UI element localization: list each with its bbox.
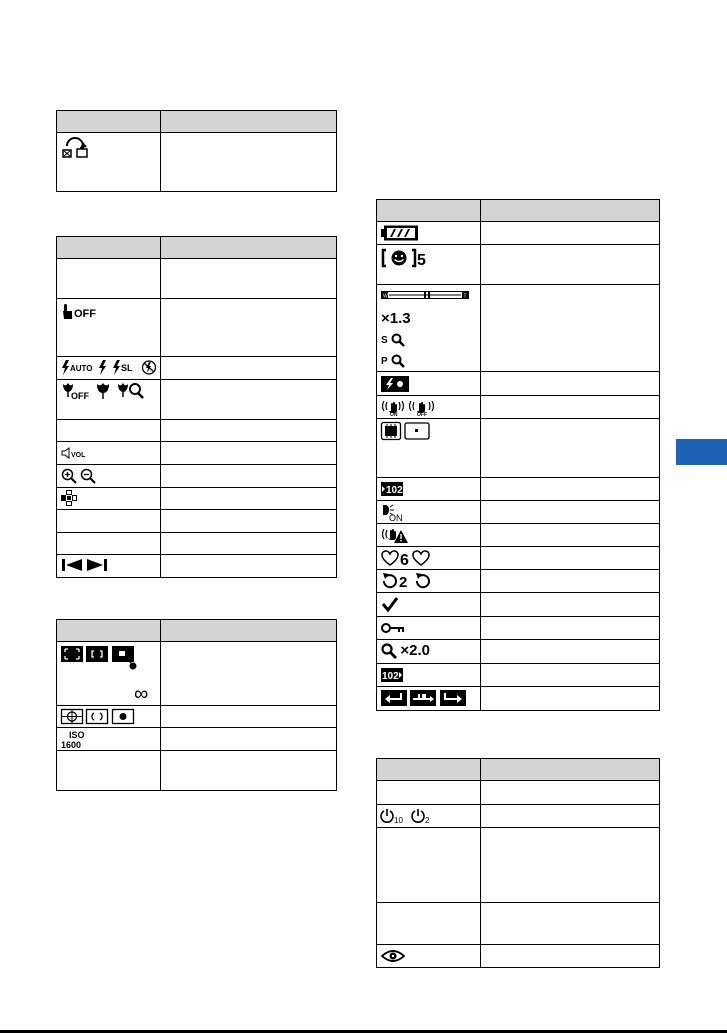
table-row	[57, 533, 337, 555]
magnifier-icon	[391, 354, 405, 368]
table-row	[57, 510, 337, 533]
table-status	[376, 199, 660, 711]
indication-cell	[481, 664, 660, 687]
section-tab-marker	[676, 439, 727, 465]
symbol-cell	[57, 728, 161, 751]
pictbridge-connecting-icon	[61, 137, 95, 159]
symbol-cell	[377, 593, 481, 617]
table-row	[57, 357, 337, 380]
symbol-cell	[377, 570, 481, 593]
protect-key-icon	[381, 622, 405, 634]
symbol-cell	[377, 524, 481, 547]
table-row	[57, 259, 337, 299]
indication-cell	[161, 357, 337, 380]
table-row	[377, 640, 660, 664]
symbol-cell	[57, 642, 161, 706]
table-row	[57, 442, 337, 465]
volume-label: VOL	[71, 452, 86, 459]
table-row	[377, 245, 660, 285]
table-settings-1	[56, 236, 337, 578]
zoom-in-icon	[61, 468, 77, 484]
indication-cell	[161, 555, 337, 578]
zoom-bar-t: T	[463, 293, 467, 300]
smart-zoom-icon	[381, 330, 480, 350]
table-row	[377, 524, 660, 547]
table-row	[377, 419, 660, 478]
table-header	[57, 620, 337, 642]
playback-zoom-icon: ×2.0	[400, 642, 430, 659]
flash-slow-sync-icon	[112, 360, 138, 375]
symbol-cell	[377, 828, 481, 903]
indication-cell	[161, 259, 337, 299]
symbol-cell	[57, 442, 161, 465]
indication-cell	[161, 380, 337, 420]
af-spot-icon	[112, 646, 138, 672]
svg-text:OFF: OFF	[71, 391, 89, 401]
indication-cell	[161, 299, 337, 357]
table-row	[377, 781, 660, 805]
table-row	[377, 593, 660, 617]
header-display	[57, 620, 161, 642]
iso-icon	[61, 728, 160, 750]
symbol-cell	[57, 133, 161, 192]
zoom-bar-icon	[381, 291, 469, 299]
header-display	[377, 759, 481, 781]
svg-text:SL: SL	[120, 363, 133, 373]
indication-cell	[161, 133, 337, 192]
indication-cell	[481, 501, 660, 524]
indication-cell	[481, 617, 660, 640]
symbol-cell	[377, 372, 481, 396]
control-button-icon	[61, 490, 77, 506]
indication-cell	[161, 642, 337, 706]
indication-cell	[481, 805, 660, 828]
table-row	[377, 805, 660, 828]
indication-cell	[161, 533, 337, 555]
flash-auto-icon	[61, 360, 95, 375]
af-center-icon	[86, 646, 108, 662]
symbol-cell	[377, 805, 481, 828]
indication-cell	[481, 285, 660, 372]
indication-cell	[481, 524, 660, 547]
symbol-cell	[57, 420, 161, 442]
self-timer-10-label: 10	[394, 816, 403, 825]
self-timer-2-icon	[412, 808, 434, 824]
touch-shutter-off-icon	[61, 303, 101, 321]
indication-cell	[481, 372, 660, 396]
self-timer-10-icon	[381, 808, 409, 824]
folder-forward-icon	[440, 690, 466, 706]
memory-card-icon	[404, 422, 430, 440]
table-row	[377, 945, 660, 968]
iso-label: ISO	[69, 730, 85, 740]
svg-text:AUTO: AUTO	[70, 364, 93, 373]
table-row	[57, 555, 337, 578]
indication-cell	[481, 547, 660, 570]
favorite-icon	[381, 550, 433, 567]
table-header	[57, 237, 337, 259]
table-row	[57, 465, 337, 488]
precision-zoom-icon	[381, 351, 480, 371]
table-row	[57, 380, 337, 420]
metering-spot-icon	[112, 709, 134, 724]
table-header	[377, 759, 660, 781]
check-icon	[381, 596, 399, 612]
table-row	[377, 617, 660, 640]
af-multi-point-icon	[61, 646, 83, 662]
infinity-icon: ∞	[134, 683, 149, 705]
battery-icon	[381, 225, 419, 241]
close-focus-icon	[116, 382, 146, 400]
table-row	[57, 728, 337, 751]
af-illuminator-icon	[381, 504, 405, 521]
table-row	[57, 751, 337, 791]
steadyshot-on-label: ON	[390, 412, 398, 418]
header-display	[377, 200, 481, 222]
indication-cell	[481, 222, 660, 245]
symbol-cell	[377, 285, 481, 372]
favorite-count: 6	[400, 552, 409, 569]
table-row	[57, 488, 337, 510]
precision-zoom-letter: P	[381, 356, 388, 367]
symbol-cell	[377, 617, 481, 640]
header-display	[57, 237, 161, 259]
steadyshot-off-label: OFF	[417, 412, 428, 418]
symbol-cell	[57, 299, 161, 357]
self-timer-2-label: 2	[425, 816, 430, 825]
table-row	[57, 642, 337, 706]
table-row	[377, 501, 660, 524]
header-indication	[161, 111, 337, 133]
steadyshot-on-icon	[381, 399, 405, 416]
table-settings-2	[56, 619, 337, 791]
magnifier-icon	[391, 333, 405, 347]
table-row	[377, 664, 660, 687]
symbol-cell	[377, 781, 481, 805]
table-header	[377, 200, 660, 222]
indication-cell	[481, 781, 660, 805]
recording-folder-icon	[381, 482, 403, 496]
table-header	[57, 111, 337, 133]
header-indication	[161, 237, 337, 259]
symbol-cell	[377, 903, 481, 945]
metering-multi-icon	[61, 709, 83, 724]
steadyshot-off-icon	[408, 399, 436, 416]
flash-charging-icon	[381, 376, 409, 392]
indication-cell	[481, 640, 660, 664]
indication-cell	[161, 488, 337, 510]
table-row	[377, 903, 660, 945]
smile-shutter-icon	[381, 249, 431, 267]
internal-memory-icon	[381, 422, 401, 440]
table-row	[57, 706, 337, 728]
table-row	[57, 133, 337, 192]
symbol-cell	[377, 222, 481, 245]
rotation-icon	[381, 573, 433, 589]
header-indication	[481, 759, 660, 781]
table-row	[377, 570, 660, 593]
indication-cell	[161, 510, 337, 533]
indication-cell	[481, 396, 660, 419]
playback-folder-number: 102	[382, 671, 399, 682]
previous-icon	[61, 558, 83, 572]
table-row	[377, 478, 660, 501]
indication-cell	[481, 593, 660, 617]
table-row	[377, 547, 660, 570]
macro-on-icon	[94, 382, 112, 400]
symbol-cell	[57, 510, 161, 533]
playback-folder-icon	[381, 668, 403, 682]
next-icon	[86, 558, 108, 572]
svg-text:OFF: OFF	[74, 308, 96, 320]
symbol-cell	[57, 751, 161, 791]
symbol-cell	[57, 533, 161, 555]
table-row	[57, 299, 337, 357]
symbol-cell	[377, 547, 481, 570]
symbol-cell	[377, 419, 481, 478]
indication-cell	[481, 687, 660, 711]
return-icon	[381, 690, 407, 706]
indication-cell	[481, 828, 660, 903]
zoom-bar-w: W	[383, 293, 388, 300]
table-row	[57, 420, 337, 442]
rotation-outline-icon	[416, 573, 429, 587]
rotation-count: 2	[399, 574, 408, 591]
header-display	[57, 111, 161, 133]
symbol-cell	[57, 380, 161, 420]
red-eye-icon	[381, 949, 405, 963]
table-row	[377, 372, 660, 396]
symbol-cell	[57, 555, 161, 578]
symbol-cell	[377, 687, 481, 711]
symbol-cell	[377, 478, 481, 501]
table-print	[56, 110, 337, 192]
smart-zoom-letter: S	[381, 335, 388, 346]
header-indication	[481, 200, 660, 222]
indication-cell	[161, 728, 337, 751]
metering-center-icon	[86, 709, 108, 724]
smile-count: 5	[417, 252, 426, 269]
symbol-cell	[377, 396, 481, 419]
table-row	[377, 222, 660, 245]
indication-cell	[161, 465, 337, 488]
indication-cell	[481, 945, 660, 968]
indication-cell	[161, 751, 337, 791]
af-illuminator-label: ON	[389, 513, 403, 523]
indication-cell	[481, 478, 660, 501]
iso-value: 1600	[61, 740, 82, 750]
flash-off-icon	[141, 360, 157, 375]
symbol-cell	[57, 465, 161, 488]
indication-cell	[161, 420, 337, 442]
symbol-cell	[377, 245, 481, 285]
table-settings-3	[376, 758, 660, 968]
indication-cell	[481, 570, 660, 593]
symbol-cell	[57, 259, 161, 299]
zoom-scaling-icon: ×1.3	[381, 310, 411, 327]
table-row	[377, 687, 660, 711]
symbol-cell	[377, 945, 481, 968]
zoom-out-icon	[80, 468, 96, 484]
favorite-outline-icon	[413, 551, 429, 565]
flash-on-icon	[98, 360, 108, 375]
indication-cell	[481, 245, 660, 285]
macro-off-icon	[61, 382, 91, 400]
header-indication	[161, 620, 337, 642]
symbol-cell	[377, 501, 481, 524]
folder-change-icon	[410, 690, 436, 706]
volume-icon	[61, 447, 91, 459]
indication-cell	[481, 903, 660, 945]
symbol-cell	[57, 706, 161, 728]
table-row	[377, 396, 660, 419]
table-row	[377, 285, 660, 372]
symbol-cell	[57, 488, 161, 510]
indication-cell	[161, 706, 337, 728]
magnifier-icon	[381, 643, 397, 659]
symbol-cell	[57, 357, 161, 380]
recording-folder-number: 102	[386, 485, 403, 496]
symbol-cell	[377, 640, 481, 664]
indication-cell	[161, 442, 337, 465]
vibration-warning-icon	[381, 526, 409, 544]
table-row	[377, 828, 660, 903]
symbol-cell	[377, 664, 481, 687]
indication-cell	[481, 419, 660, 478]
